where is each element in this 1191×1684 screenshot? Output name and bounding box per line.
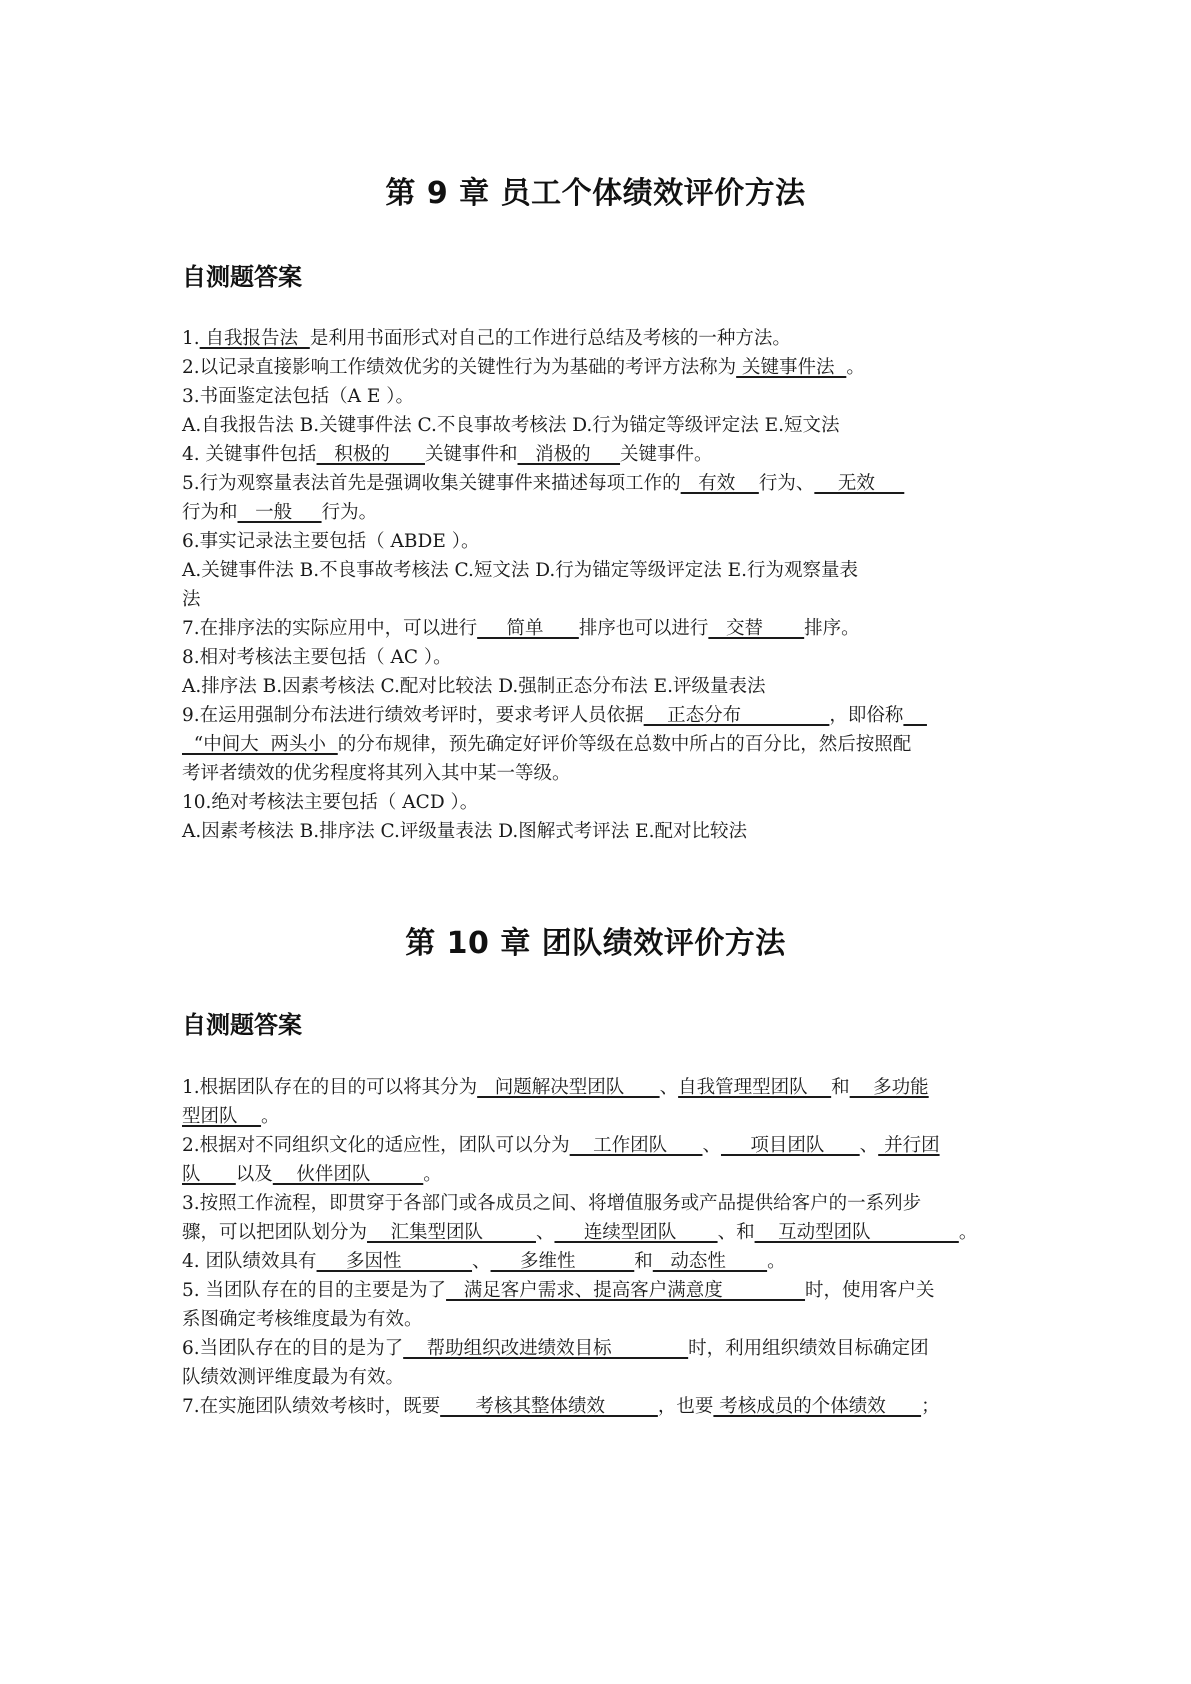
chapter-10-title: 第 10 章 团队绩效评价方法 <box>405 926 786 961</box>
ch9-line-3: 3.书面鉴定法包括（A E ）。 <box>182 386 415 407</box>
ch10-line-8: 5. 当团队存在的目的主要是为了 满足客户需求、提高客户满意度 时，使用客户关 <box>182 1280 935 1301</box>
chapter-9-title: 第 9 章 员工个体绩效评价方法 <box>385 176 806 211</box>
ch10-line-6: 骤，可以把团队划分为 汇集型团队 、 连续型团队 、和 互动型团队 。 <box>182 1222 978 1243</box>
ch10-line-10: 6.当团队存在的目的是为了 帮助组织改进绩效目标 时，利用组织绩效目标确定团 <box>182 1338 929 1359</box>
ch9-line-11: 7.在排序法的实际应用中，可以进行 简单 排序也可以进行 交替 排序。 <box>182 618 860 639</box>
ch9-line-10: 法 <box>182 589 201 610</box>
ch9-line-15: “中间大 两头小 的分布规律，预先确定好评价等级在总数中所占的百分比，然后按照配 <box>182 734 912 755</box>
ch9-line-16: 考评者绩效的优劣程度将其列入其中某一等级。 <box>182 763 571 784</box>
ch10-line-2: 型团队 。 <box>182 1106 280 1127</box>
ch10-line-3: 2.根据对不同组织文化的适应性，团队可以分为 工作团队 、 项目团队 、 并行团 <box>182 1135 940 1156</box>
ch10-line-1: 1.根据团队存在的目的可以将其分为 问题解决型团队 、自我管理型团队 和 多功能 <box>182 1077 929 1098</box>
chapter-9-section-heading: 自测题答案 <box>182 263 302 291</box>
ch9-line-2: 2.以记录直接影响工作绩效优劣的关键性行为为基础的考评方法称为 关键事件法 。 <box>182 357 865 378</box>
ch9-line-13: A.排序法 B.因素考核法 C.配对比较法 D.强制正态分布法 E.评级量表法 <box>182 676 766 697</box>
ch10-line-5: 3.按照工作流程，即贯穿于各部门或各成员之间、将增值服务或产品提供给客户的一系列步 <box>182 1193 922 1214</box>
ch9-line-8: 6.事实记录法主要包括（ ABDE ）。 <box>182 531 480 552</box>
ch9-line-6: 5.行为观察量表法首先是强调收集关键事件来描述每项工作的 有效 行为、 无效 <box>182 473 905 494</box>
ch9-line-14: 9.在运用强制分布法进行绩效考评时，要求考评人员依据 正态分布 ，即俗称 <box>182 705 904 726</box>
ch10-line-12: 7.在实施团队绩效考核时，既要 考核其整体绩效 ，也要 考核成员的个体绩效 ； <box>182 1396 940 1417</box>
ch9-line-9: A.关键事件法 B.不良事故考核法 C.短文法 D.行为锚定等级评定法 E.行为观察量表 <box>182 560 859 581</box>
ch10-line-11: 队绩效测评维度最为有效。 <box>182 1367 405 1388</box>
ch10-line-9: 系图确定考核维度最为有效。 <box>182 1309 423 1330</box>
ch9-line-12: 8.相对考核法主要包括（ AC ）。 <box>182 647 452 668</box>
ch9-line-7: 行为和 一般 行为。 <box>182 502 378 523</box>
ch10-line-4: 队 以及 伙伴团队 。 <box>182 1164 442 1185</box>
ch10-line-7: 4. 团队绩效具有 多因性 、 多维性 和 动态性 。 <box>182 1251 786 1272</box>
ch9-line-17: 10.绝对考核法主要包括（ ACD ）。 <box>182 792 479 813</box>
ch9-line-18: A.因素考核法 B.排序法 C.评级量表法 D.图解式考评法 E.配对比较法 <box>182 821 748 842</box>
chapter-10-section-heading: 自测题答案 <box>182 1011 302 1039</box>
ch9-line-5: 4. 关键事件包括 积极的 关键事件和 消极的 关键事件。 <box>182 444 713 465</box>
ch9-line-1: 1. 自我报告法 是利用书面形式对自己的工作进行总结及考核的一种方法。 <box>182 328 791 349</box>
ch9-line-4: A.自我报告法 B.关键事件法 C.不良事故考核法 D.行为锚定等级评定法 E.短文法 <box>182 415 840 436</box>
